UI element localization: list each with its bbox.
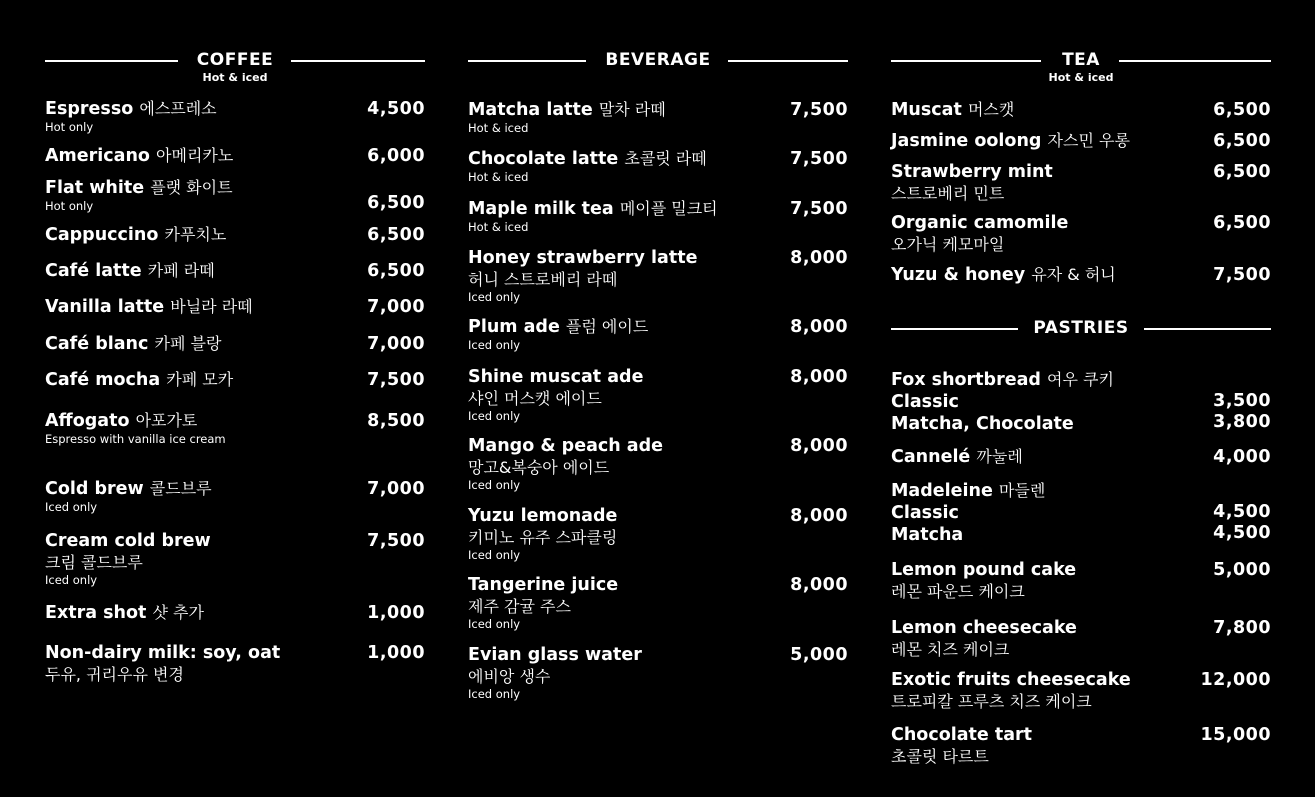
item-name: Muscat (891, 100, 962, 120)
item-name-korean: 레몬 파운드 케이크 (891, 582, 1025, 601)
item-name-korean: 에스프레소 (139, 99, 217, 118)
item-name: Affogato (45, 411, 130, 431)
menu-item (45, 410, 425, 446)
item-name: Cannelé (891, 447, 971, 467)
menu-item (891, 446, 1271, 468)
item-price: 5,000 (1213, 560, 1271, 580)
tea-section-header (891, 50, 1271, 100)
item-name-korean: 바닐라 라떼 (170, 297, 253, 316)
menu-item (468, 574, 848, 631)
item-name-korean: 여우 쿠키 (1047, 370, 1114, 389)
item-name-korean: 제주 감귤 주스 (468, 597, 571, 616)
item-name-korean: 아메리카노 (156, 146, 234, 165)
menu-item (468, 316, 848, 352)
item-name-korean: 오가닉 케모마일 (891, 235, 1005, 254)
section-title: TEA (1062, 50, 1100, 70)
item-price: 7,500 (790, 199, 848, 219)
section-subtitle: Hot & iced (1048, 71, 1114, 84)
item-price: 7,500 (790, 100, 848, 120)
item-name: Matcha latte (468, 100, 593, 120)
menu-item (45, 602, 425, 624)
menu-item (891, 617, 1271, 660)
item-name: Evian glass water (468, 645, 642, 665)
item-name: Shine muscat ade (468, 367, 644, 387)
item-name: Flat white (45, 178, 145, 198)
item-name-korean: 허니 스트로베리 라떼 (468, 270, 618, 289)
item-name-korean: 플럼 에이드 (565, 317, 649, 336)
item-name: Cappuccino (45, 225, 159, 245)
item-name-korean: 아포가토 (135, 411, 198, 430)
menu-item (891, 724, 1271, 767)
item-name: Madeleine (891, 481, 993, 501)
item-note: Hot & iced (468, 170, 529, 184)
item-name: Cold brew (45, 479, 144, 499)
item-name-korean: 두유, 귀리우유 변경 (45, 665, 184, 684)
item-name: Honey strawberry latte (468, 248, 698, 268)
item-price: 1,000 (367, 643, 425, 663)
item-price: 8,500 (367, 411, 425, 431)
item-name: Vanilla latte (45, 297, 165, 317)
item-name: Yuzu & honey (891, 265, 1026, 285)
item-price: 7,500 (367, 370, 425, 390)
item-price: 6,500 (367, 193, 425, 213)
menu-item (45, 260, 425, 282)
item-name-korean: 크림 콜드브루 (45, 553, 143, 572)
item-name: Plum ade (468, 317, 560, 337)
menu-item (468, 366, 848, 423)
item-name-korean: 자스민 우롱 (1047, 131, 1130, 150)
item-name-korean: 유자 & 허니 (1031, 265, 1116, 284)
item-note: Iced only (468, 478, 521, 492)
item-name: Fox shortbread (891, 370, 1041, 390)
item-name: Organic camomile (891, 213, 1069, 233)
item-name-korean: 키미노 유주 스파클링 (468, 528, 618, 547)
item-name-korean: 메이플 밀크티 (619, 199, 718, 218)
menu-item (891, 559, 1271, 602)
item-price: 6,000 (367, 146, 425, 166)
menu-item (891, 480, 1271, 546)
item-name-korean: 콜드브루 (149, 479, 212, 498)
item-price: 4,000 (1213, 447, 1271, 467)
menu-item (891, 212, 1271, 255)
variant-name: Matcha, Chocolate (891, 414, 1074, 434)
item-price: 6,500 (367, 261, 425, 281)
item-name: Americano (45, 146, 150, 166)
menu-item (891, 669, 1271, 712)
item-price: 7,500 (790, 149, 848, 169)
item-note: Iced only (468, 548, 521, 562)
item-price: 6,500 (1213, 213, 1271, 233)
item-name: Non-dairy milk: soy, oat (45, 643, 281, 663)
item-price: 1,000 (367, 603, 425, 623)
menu-item (468, 505, 848, 562)
menu-item (468, 247, 848, 304)
menu-item (45, 333, 425, 355)
item-name-korean: 스트로베리 민트 (891, 184, 1005, 203)
menu-item (45, 98, 425, 134)
section-subtitle: Hot & iced (202, 71, 268, 84)
item-name: Strawberry mint (891, 162, 1053, 182)
item-note: Iced only (468, 409, 521, 423)
section-title: COFFEE (196, 50, 274, 70)
item-price: 12,000 (1200, 670, 1271, 690)
item-note: Iced only (468, 687, 521, 701)
item-note: Hot only (45, 199, 94, 213)
item-note: Hot only (45, 120, 94, 134)
item-note: Iced only (45, 500, 98, 514)
section-title: BEVERAGE (605, 50, 711, 70)
item-price: 5,000 (790, 645, 848, 665)
item-name: Lemon cheesecake (891, 618, 1077, 638)
item-name-korean: 머스캣 (967, 100, 1015, 119)
item-name-korean: 카페 라떼 (147, 261, 215, 280)
item-name-korean: 마들렌 (998, 481, 1046, 500)
menu-item (45, 478, 425, 514)
item-note: Iced only (468, 617, 521, 631)
item-name-korean: 카푸치노 (164, 225, 227, 244)
item-name: Chocolate tart (891, 725, 1033, 745)
item-name-korean: 트로피칼 프루츠 치즈 케이크 (891, 692, 1092, 711)
variant-price: 4,500 (1213, 523, 1271, 543)
item-price: 8,000 (790, 248, 848, 268)
coffee-section-header (45, 50, 425, 100)
menu-item (468, 198, 848, 234)
item-note: Hot & iced (468, 220, 529, 234)
item-note: Iced only (45, 573, 98, 587)
menu-item (45, 369, 425, 391)
menu-item (468, 148, 848, 184)
menu-item (891, 99, 1271, 121)
item-name: Exotic fruits cheesecake (891, 670, 1131, 690)
item-price: 15,000 (1200, 725, 1271, 745)
menu-item (45, 642, 425, 685)
menu-item (468, 644, 848, 701)
item-name: Café mocha (45, 370, 161, 390)
item-price: 7,800 (1213, 618, 1271, 638)
item-note: Iced only (468, 338, 521, 352)
item-price: 8,000 (790, 367, 848, 387)
item-name-korean: 플랫 화이트 (150, 178, 233, 197)
variant-name: Classic (891, 392, 959, 412)
item-name-korean: 샤인 머스캣 에이드 (468, 389, 602, 408)
variant-price: 4,500 (1213, 502, 1271, 522)
item-price: 7,000 (367, 297, 425, 317)
item-price: 8,000 (790, 506, 848, 526)
item-name-korean: 까눌레 (976, 447, 1023, 466)
variant-name: Classic (891, 503, 959, 523)
item-name-korean: 카페 블랑 (154, 334, 222, 353)
beverage-column (468, 0, 848, 797)
menu-item (891, 161, 1271, 204)
menu-item (468, 99, 848, 135)
item-price: 6,500 (1213, 131, 1271, 151)
item-name-korean: 샷 추가 (152, 603, 204, 622)
item-price: 7,000 (367, 334, 425, 354)
item-name: Chocolate latte (468, 149, 619, 169)
item-note: Espresso with vanilla ice cream (45, 432, 226, 446)
item-name: Mango & peach ade (468, 436, 664, 456)
item-name: Espresso (45, 99, 134, 119)
variant-price: 3,800 (1213, 412, 1271, 432)
beverage-section-header (468, 50, 848, 100)
item-name: Jasmine oolong (891, 131, 1042, 151)
item-price: 8,000 (790, 575, 848, 595)
item-name-korean: 초콜릿 타르트 (891, 747, 989, 766)
item-name: Lemon pound cake (891, 560, 1077, 580)
item-price: 7,500 (1213, 265, 1271, 285)
item-name: Café latte (45, 261, 142, 281)
section-title: PASTRIES (1033, 318, 1129, 338)
menu-item (891, 369, 1271, 435)
item-name: Café blanc (45, 334, 149, 354)
menu-item (45, 224, 425, 246)
item-name-korean: 카페 모카 (166, 370, 234, 389)
menu-item (45, 530, 425, 587)
coffee-column (45, 0, 425, 797)
item-name-korean: 레몬 치즈 케이크 (891, 640, 1010, 659)
item-name: Extra shot (45, 603, 147, 623)
item-note: Hot & iced (468, 121, 529, 135)
item-price: 4,500 (367, 99, 425, 119)
menu-item (45, 145, 425, 167)
item-price: 7,000 (367, 479, 425, 499)
menu-item (468, 435, 848, 492)
menu-item (891, 130, 1271, 152)
item-name: Cream cold brew (45, 531, 211, 551)
menu-item (45, 296, 425, 318)
tea-pastries-column (891, 0, 1271, 797)
item-price: 8,000 (790, 317, 848, 337)
item-name-korean: 초콜릿 라떼 (624, 149, 707, 168)
item-price: 6,500 (367, 225, 425, 245)
menu-item (891, 264, 1271, 286)
pastries-section-header (891, 318, 1271, 368)
variant-name: Matcha (891, 525, 964, 545)
item-name-korean: 에비앙 생수 (468, 667, 551, 686)
item-name: Yuzu lemonade (468, 506, 618, 526)
item-note: Iced only (468, 290, 521, 304)
item-name: Tangerine juice (468, 575, 619, 595)
item-name: Maple milk tea (468, 199, 614, 219)
item-price: 6,500 (1213, 100, 1271, 120)
item-price: 6,500 (1213, 162, 1271, 182)
item-price: 7,500 (367, 531, 425, 551)
item-name-korean: 말차 라떼 (598, 100, 666, 119)
menu-item (45, 177, 425, 213)
item-name-korean: 망고&복숭아 에이드 (468, 458, 610, 477)
item-price: 8,000 (790, 436, 848, 456)
variant-price: 3,500 (1213, 391, 1271, 411)
